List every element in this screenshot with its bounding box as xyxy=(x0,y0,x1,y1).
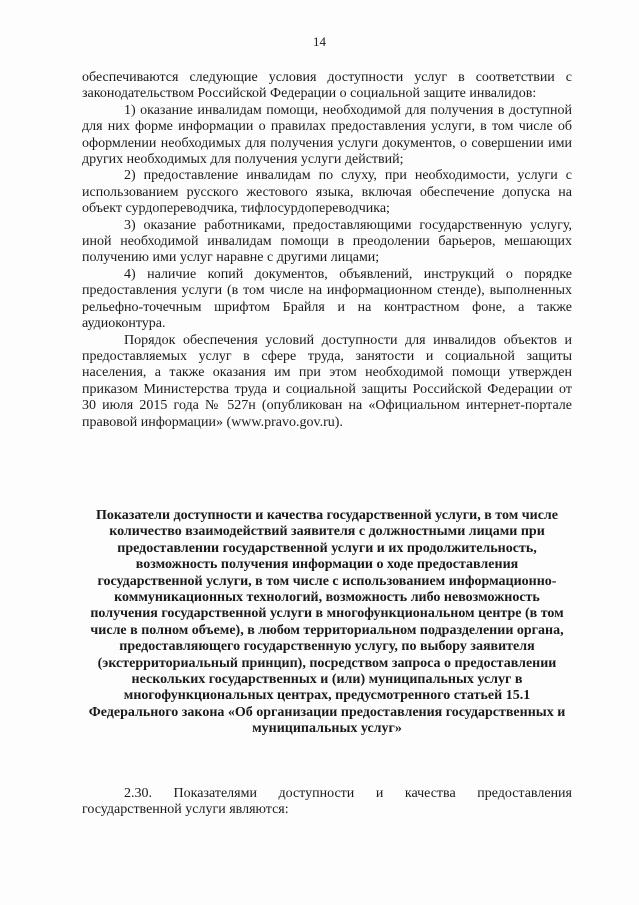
section-heading-text: Показатели доступности и качества государственной услуги, в том числе количество взаимодействий заявителя с должностными лицами при предоставлении государственной услуги и их продолжительность, возможность получения информации о ходе предоставления государственной услуги, в том числе с использованием информационно-коммуникационных технологий, возможность либо невозможность получения государственной услуги в многофункциональном центре (в том числе в полном объеме), в любом территориальном подразделении органа, предоставляющего государственную услугу, по выбору заявителя (экстерриториальный принцип), посредством запроса о предоставлении нескольких государственных и (или) муниципальных услуг в многофункциональных центрах, предусмотренного статьей 15.1 Федерального закона «Об организации предоставления государственных и муниципальных услуг» xyxy=(88,508,566,737)
accessibility-conditions-section xyxy=(82,70,572,431)
section-heading xyxy=(82,508,572,738)
list-item-1: 1) оказание инвалидам помощи, необходимой для получения в доступной для них форме информации о правилах предоставления услуги, в том числе об оформлении необходимых для получения услуги документов, о совершении ими других необходимых для получения услуги действий; xyxy=(82,102,572,168)
list-item-2: 2) предоставление инвалидам по слуху, при необходимости, услуги с использованием русского жестового языка, включая обеспечение допуска на объект сурдопереводчика, тифлосурдопереводчика; xyxy=(82,168,572,217)
page-number: 14 xyxy=(313,34,326,49)
procedure-paragraph: Порядок обеспечения условий доступности для инвалидов объектов и предоставляемых услуг в сфере труда, занятости и социальной защиты населения, а также оказания им при этом необходимой помощи утвержден приказом Министерства труда и социальной защиты Российской Федерации от 30 июля 2015 года № 527н (опубликован на «Официальном интернет-портале правовой информации» (www.pravo.gov.ru). xyxy=(82,332,572,430)
final-section xyxy=(82,786,572,819)
list-item-3: 3) оказание работниками, предоставляющими государственную услугу, иной необходимой инвалидам помощи в преодолении барьеров, мешающих получению ими услуг наравне с другими лицами; xyxy=(82,217,572,266)
intro-paragraph: обеспечиваются следующие условия доступности услуг в соответствии с законодательством Российской Федерации о социальной защите инвалидов: xyxy=(82,70,572,102)
list-item-4: 4) наличие копий документов, объявлений, инструкций о порядке предоставления услуги (в том числе на информационном стенде), выполненных рельефно-точечным шрифтом Брайля и на контрастном фоне, а также аудиоконтура. xyxy=(82,266,572,332)
paragraph-2-30: 2.30. Показателями доступности и качества предоставления государственной услуги являются: xyxy=(82,786,572,818)
